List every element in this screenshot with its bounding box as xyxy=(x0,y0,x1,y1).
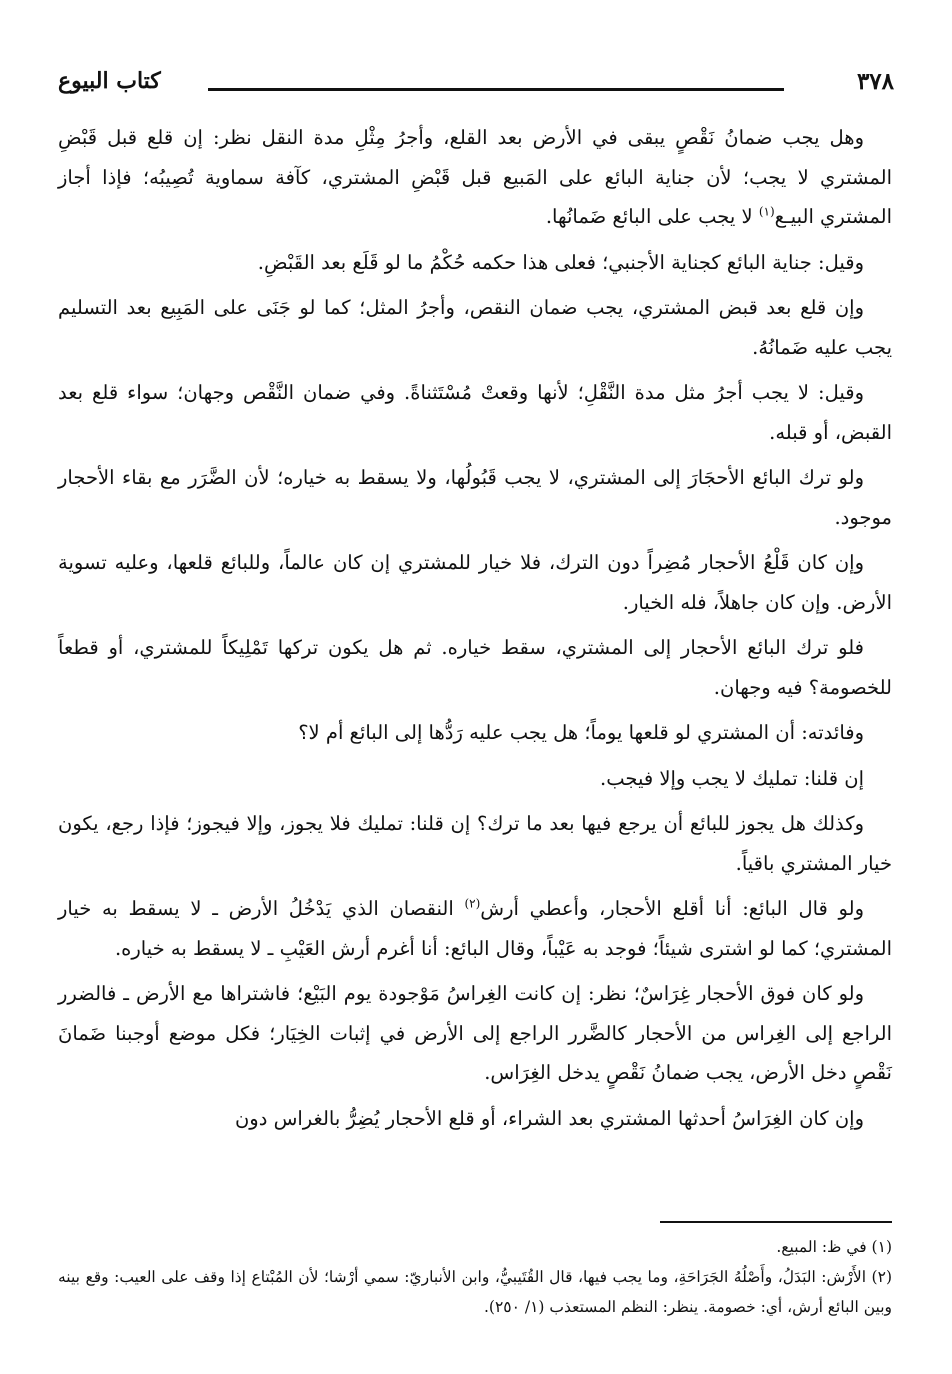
paragraph-text: وكذلك هل يجوز للبائع أن يرجع فيها بعد ما ترك؟ إن قلنا: تمليك فلا يجوز، وإلا فيجوز؛ فإذا رجع، يكون خيار المشتري باقياً. xyxy=(58,812,892,875)
paragraph xyxy=(58,543,892,622)
paragraph xyxy=(58,889,892,968)
paragraph xyxy=(58,243,892,283)
footnote: (١) في ظ: المبيع. xyxy=(776,1238,892,1256)
paragraph xyxy=(58,458,892,537)
footnote-separator xyxy=(660,1221,892,1223)
footnote-mark: (١) xyxy=(758,204,775,219)
page-number: ٣٧٨ xyxy=(856,68,894,95)
paragraph-text: وإن كان الغِرَاسُ أحدثها المشتري بعد الشراء، أو قلع الأحجار يُضِرُّ بالغراس دون xyxy=(234,1106,864,1130)
paragraph-text: وإن كان قَلْعُ الأحجار مُضِراً دون الترك، فلا خيار للمشتري إن كان عالماً، وللبائع قلعها، وعليه تسوية الأرض. وإن كان جاهلاً، فله الخيار. xyxy=(58,551,892,614)
paragraph xyxy=(58,373,892,452)
page-header xyxy=(58,68,894,108)
paragraph-text: وقيل: جناية البائع كجناية الأجنبي؛ فعلى هذا حكمه حُكْمُ ما لو قَلَع بعد القَبْضِ. xyxy=(257,250,864,274)
footnote: (٢) الأَرْش: البَدَلُ، وأَصْلُهُ الجَرَاحَةِ، وما يجب فيها، قال القُتَيبيُّ، وابن الأنباريّ: سمي أرْشا؛ لأن المُبْتاع إذا وقف على العيب: وقع بينه وبين البائع أرش، أي: خصومة. ينظر: النظم المستعذب (١/ ٢٥٠). xyxy=(58,1268,892,1316)
paragraph xyxy=(58,288,892,367)
paragraph xyxy=(58,759,892,799)
paragraph xyxy=(58,804,892,883)
header-rule xyxy=(208,88,784,91)
paragraph-text: وهل يجب ضمانُ نَقْصٍ يبقى في الأرض بعد القلع، وأجرُ مِثْلِ مدة النقل نظر: إن قلع قبل قَبْضِ المشتري لا يجب؛ لأن جناية البائع على المَبيع قبل قَبْضِ المشتري، كآفة سماوية تُصِيبُه؛ فإذا أجاز المشتري البيـع xyxy=(58,126,892,228)
paragraph-text: وقيل: لا يجب أجرُ مثل مدة النَّقْلِ؛ لأنها وقعتْ مُسْتَثناةً. وفي ضمان النَّقْص وجهان؛ سواء قلع بعد القبض، أو قبله. xyxy=(58,381,892,444)
book-title: كتاب البيوع xyxy=(58,68,161,94)
paragraph-text: وإن قلع بعد قبض المشتري، يجب ضمان النقص، وأجرُ المثل؛ كما لو جَنَى على المَبِيع بعد التسليم يجب عليه ضَمانُهُ. xyxy=(58,296,892,359)
footnote-mark: (٢) xyxy=(464,896,481,911)
main-text xyxy=(58,118,892,1144)
paragraph-text: ولو كان فوق الأحجار غِرَاسٌ؛ نظر: إن كانت الغِراسُ مَوْجودة يوم البَيْع؛ فاشتراها مع الأرض ـ فالضرر الراجع إلى الغِراس من الأحجار كالضَّرر الراجع إلى الأرض في إثبات الخِيَار؛ فكل موضع أوجبنا ضَمانَ نَقْصٍ دخل الأرض، يجب ضمانُ نَقْصٍ يدخل الغِرَاس. xyxy=(58,982,892,1084)
paragraph-text: لا يجب على البائع ضَمانُها. xyxy=(545,205,759,228)
paragraph xyxy=(58,118,892,237)
paragraph-text: ولو ترك البائع الأحجَارَ إلى المشتري، لا يجب قَبُولُها، ولا يسقط به خياره؛ لأن الضَّرَر مع بقاء الأحجار موجود. xyxy=(58,466,892,529)
paragraph xyxy=(58,1099,892,1139)
paragraph xyxy=(58,974,892,1093)
paragraph-text: فلو ترك البائع الأحجار إلى المشتري، سقط خياره. ثم هل يكون تركها تَمْلِيكاً للمشتري، أو قطعاً للخصومة؟ فيه وجهان. xyxy=(58,636,892,699)
paragraph xyxy=(58,713,892,753)
paragraph-text: وفائدته: أن المشتري لو قلعها يوماً؛ هل يجب عليه رَدُّها إلى البائع أم لا؟ xyxy=(298,721,864,744)
paragraph-text: النقصان الذي يَدْخُلُ الأرض ـ لا يسقط به خيار المشتري؛ كما لو اشترى شيئاً؛ فوجد به عَيْباً، وقال البائع: أنا أغرم أرش العَيْبِ ـ لا يسقط به خياره. xyxy=(58,897,892,960)
paragraph-text: إن قلنا: تمليك لا يجب وإلا فيجب. xyxy=(600,766,864,790)
paragraph-text: ولو قال البائع: أنا أقلع الأحجار، وأعطي أرش xyxy=(480,897,864,920)
paragraph xyxy=(58,628,892,707)
footnotes xyxy=(58,1232,892,1322)
